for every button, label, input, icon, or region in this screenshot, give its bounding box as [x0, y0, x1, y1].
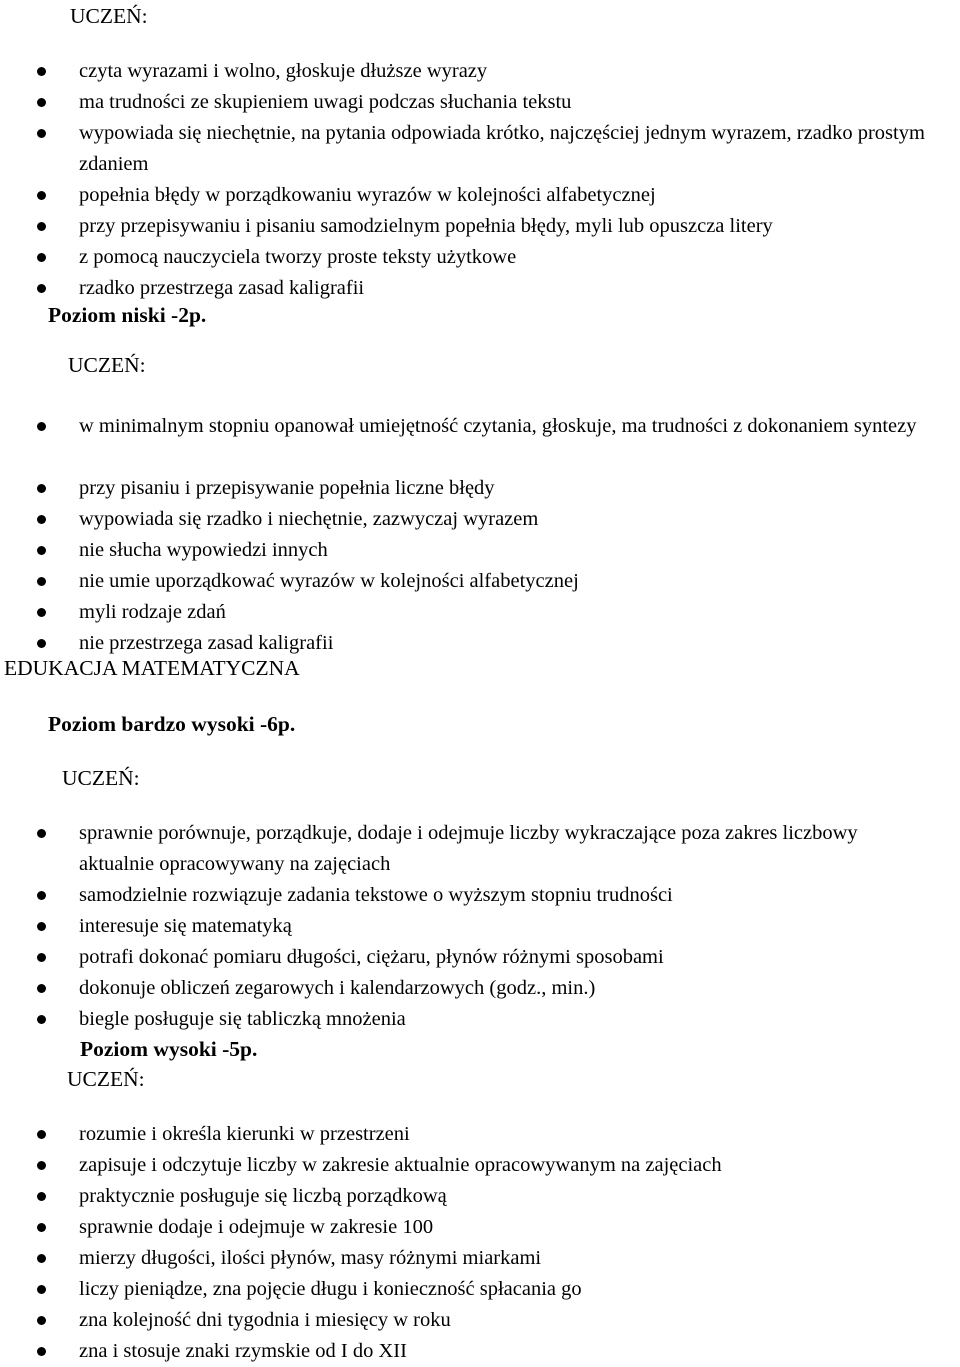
- list-item: przy przepisywaniu i pisaniu samodzielnym popełnia błędy, myli lub opuszcza litery: [0, 211, 940, 242]
- list-item: czyta wyrazami i wolno, głoskuje dłuższe wyrazy: [0, 56, 940, 87]
- list-item: popełnia błędy w porządkowaniu wyrazów w kolejności alfabetycznej: [0, 180, 940, 211]
- list-item: interesuje się matematyką: [0, 911, 940, 942]
- level-heading: Poziom bardzo wysoki -6p.: [48, 712, 296, 736]
- criteria-list-4: [0, 1119, 940, 1367]
- list-item: mierzy długości, ilości płynów, masy różnymi miarkami: [0, 1243, 940, 1274]
- list-item: biegle posługuje się tabliczką mnożenia: [0, 1004, 940, 1035]
- list-item: praktycznie posługuje się liczbą porządkową: [0, 1181, 940, 1212]
- list-item: sprawnie dodaje i odejmuje w zakresie 100: [0, 1212, 940, 1243]
- list-item: dokonuje obliczeń zegarowych i kalendarzowych (godz., min.): [0, 973, 940, 1004]
- student-label: UCZEŃ:: [62, 766, 140, 790]
- list-item: potrafi dokonać pomiaru długości, ciężaru, płynów różnymi sposobami: [0, 942, 940, 973]
- list-item: ma trudności ze skupieniem uwagi podczas słuchania tekstu: [0, 87, 940, 118]
- list-item: rzadko przestrzega zasad kaligrafii: [0, 273, 940, 304]
- criteria-list-1: [0, 56, 940, 304]
- list-item: rozumie i określa kierunki w przestrzeni: [0, 1119, 940, 1150]
- student-label: UCZEŃ:: [68, 353, 146, 377]
- list-item: zna kolejność dni tygodnia i miesięcy w roku: [0, 1305, 940, 1336]
- list-item: nie przestrzega zasad kaligrafii: [0, 628, 940, 659]
- list-item: przy pisaniu i przepisywanie popełnia liczne błędy: [0, 473, 940, 504]
- level-heading: Poziom niski -2p.: [48, 303, 207, 327]
- list-item: zapisuje i odczytuje liczby w zakresie aktualnie opracowywanym na zajęciach: [0, 1150, 940, 1181]
- list-item: liczy pieniądze, zna pojęcie długu i konieczność spłacania go: [0, 1274, 940, 1305]
- level-heading: Poziom wysoki -5p.: [80, 1037, 258, 1061]
- list-item: w minimalnym stopniu opanował umiejętność czytania, głoskuje, ma trudności z dokonaniem syntezy: [0, 411, 940, 473]
- criteria-list-2: [0, 411, 940, 659]
- student-label: UCZEŃ:: [70, 4, 148, 28]
- list-item: z pomocą nauczyciela tworzy proste teksty użytkowe: [0, 242, 940, 273]
- list-item: sprawnie porównuje, porządkuje, dodaje i odejmuje liczby wykraczające poza zakres liczbowy aktualnie opracowywany na zajęciach: [0, 818, 940, 880]
- list-item: samodzielnie rozwiązuje zadania tekstowe o wyższym stopniu trudności: [0, 880, 940, 911]
- list-item: wypowiada się niechętnie, na pytania odpowiada krótko, najczęściej jednym wyrazem, rzadko prostym zdaniem: [0, 118, 940, 180]
- list-item: nie umie uporządkować wyrazów w kolejności alfabetycznej: [0, 566, 940, 597]
- list-item: myli rodzaje zdań: [0, 597, 940, 628]
- list-item: nie słucha wypowiedzi innych: [0, 535, 940, 566]
- list-item: wypowiada się rzadko i niechętnie, zazwyczaj wyrazem: [0, 504, 940, 535]
- criteria-list-3: [0, 818, 940, 1035]
- section-title: EDUKACJA MATEMATYCZNA: [4, 656, 300, 680]
- list-item: zna i stosuje znaki rzymskie od I do XII: [0, 1336, 940, 1367]
- student-label: UCZEŃ:: [67, 1067, 145, 1091]
